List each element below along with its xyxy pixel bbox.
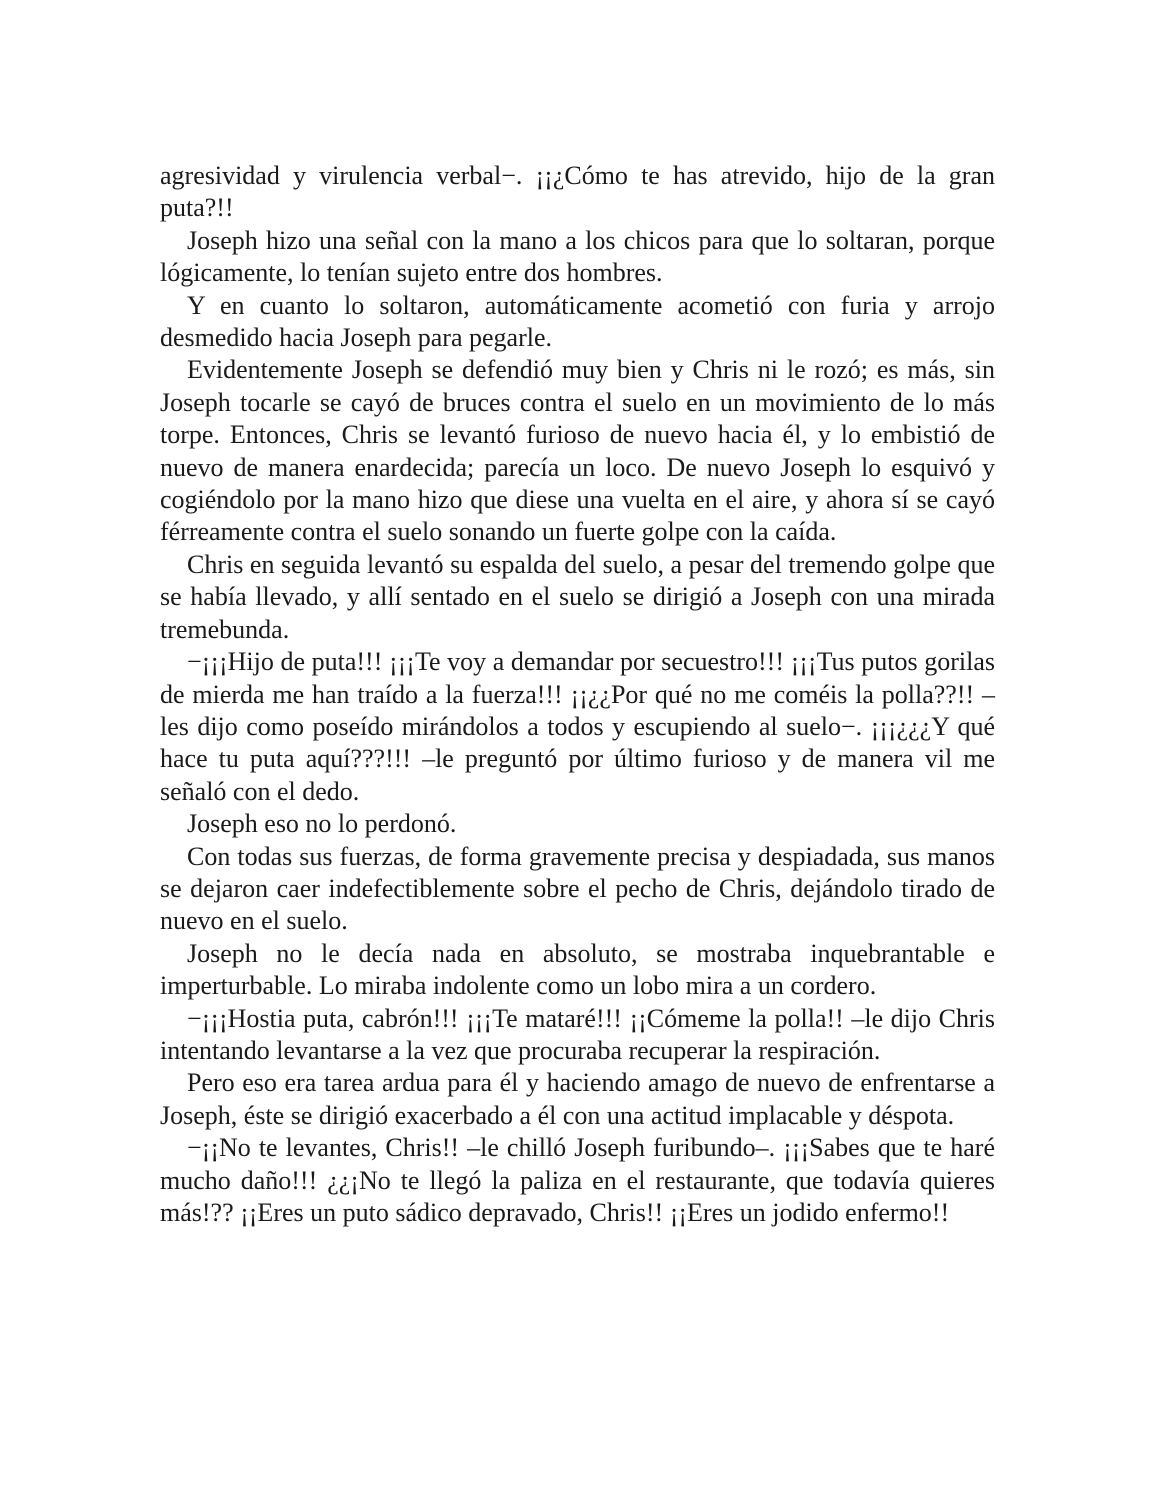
paragraph-11: Pero eso era tarea ardua para él y haciendo amago de nuevo de enfrentarse a Joseph, éste se dirigió exacerbado a él con una actitud implacable y déspota. (160, 1068, 995, 1130)
paragraph-1: agresividad y virulencia verbal−. ¡¡¿Cómo te has atrevido, hijo de la gran puta?!! (160, 161, 995, 223)
paragraph-5: Chris en seguida levantó su espalda del suelo, a pesar del tremendo golpe que se había llevado, y allí sentado en el suelo se dirigió a Joseph con una mirada tremebunda. (160, 549, 995, 644)
paragraph-10: −¡¡¡Hostia puta, cabrón!!! ¡¡¡Te mataré!!! ¡¡Cómeme la polla!! –le dijo Chris intentando levantarse a la vez que procuraba recuperar la respiración. (160, 1003, 995, 1065)
document-page (160, 160, 995, 1229)
paragraph-6: −¡¡¡Hijo de puta!!! ¡¡¡Te voy a demandar por secuestro!!! ¡¡¡Tus putos gorilas de mierda me han traído a la fuerza!!! ¡¡¿¿Por qué no me coméis la polla??!! –les dijo como poseído mirándolos a todos y escupiendo al suelo−. ¡¡¡¿¿¿Y qué hace tu puta aquí???!!! –le preguntó por último furioso y de manera vil me señaló con el dedo. (160, 647, 995, 806)
paragraph-9: Joseph no le decía nada en absoluto, se mostraba inquebrantable e imperturbable. Lo miraba indolente como un lobo mira a un cordero. (160, 938, 995, 1001)
paragraph-3: Y en cuanto lo soltaron, automáticamente acometió con furia y arrojo desmedido hacia Joseph para pegarle. (160, 290, 995, 353)
paragraph-8: Con todas sus fuerzas, de forma gravemente precisa y despiadada, sus manos se dejaron caer indefectiblemente sobre el pecho de Chris, dejándolo tirado de nuevo en el suelo. (160, 841, 995, 936)
paragraph-4: Evidentemente Joseph se defendió muy bien y Chris ni le rozó; es más, sin Joseph tocarle se cayó de bruces contra el suelo en un movimiento de lo más torpe. Entonces, Chris se levantó furioso de nuevo hacia él, y lo embistió de nuevo de manera enardecida; parecía un loco. De nuevo Joseph lo esquivó y cogiéndolo por la mano hizo que diese una vuelta en el aire, y ahora sí se cayó férreamente contra el suelo sonando un fuerte golpe con la caída. (160, 355, 995, 547)
paragraph-12: −¡¡No te levantes, Chris!! –le chilló Joseph furibundo–. ¡¡¡Sabes que te haré mucho daño!!! ¿¿¡No te llegó la paliza en el restaurante, que todavía quieres más!?? ¡¡Eres un puto sádico depravado, Chris!! ¡¡Eres un jodido enfermo!! (160, 1133, 995, 1227)
paragraph-2: Joseph hizo una señal con la mano a los chicos para que lo soltaran, porque lógicamente, lo tenían sujeto entre dos hombres. (160, 225, 995, 288)
paragraph-7: Joseph eso no lo perdonó. (187, 809, 457, 839)
